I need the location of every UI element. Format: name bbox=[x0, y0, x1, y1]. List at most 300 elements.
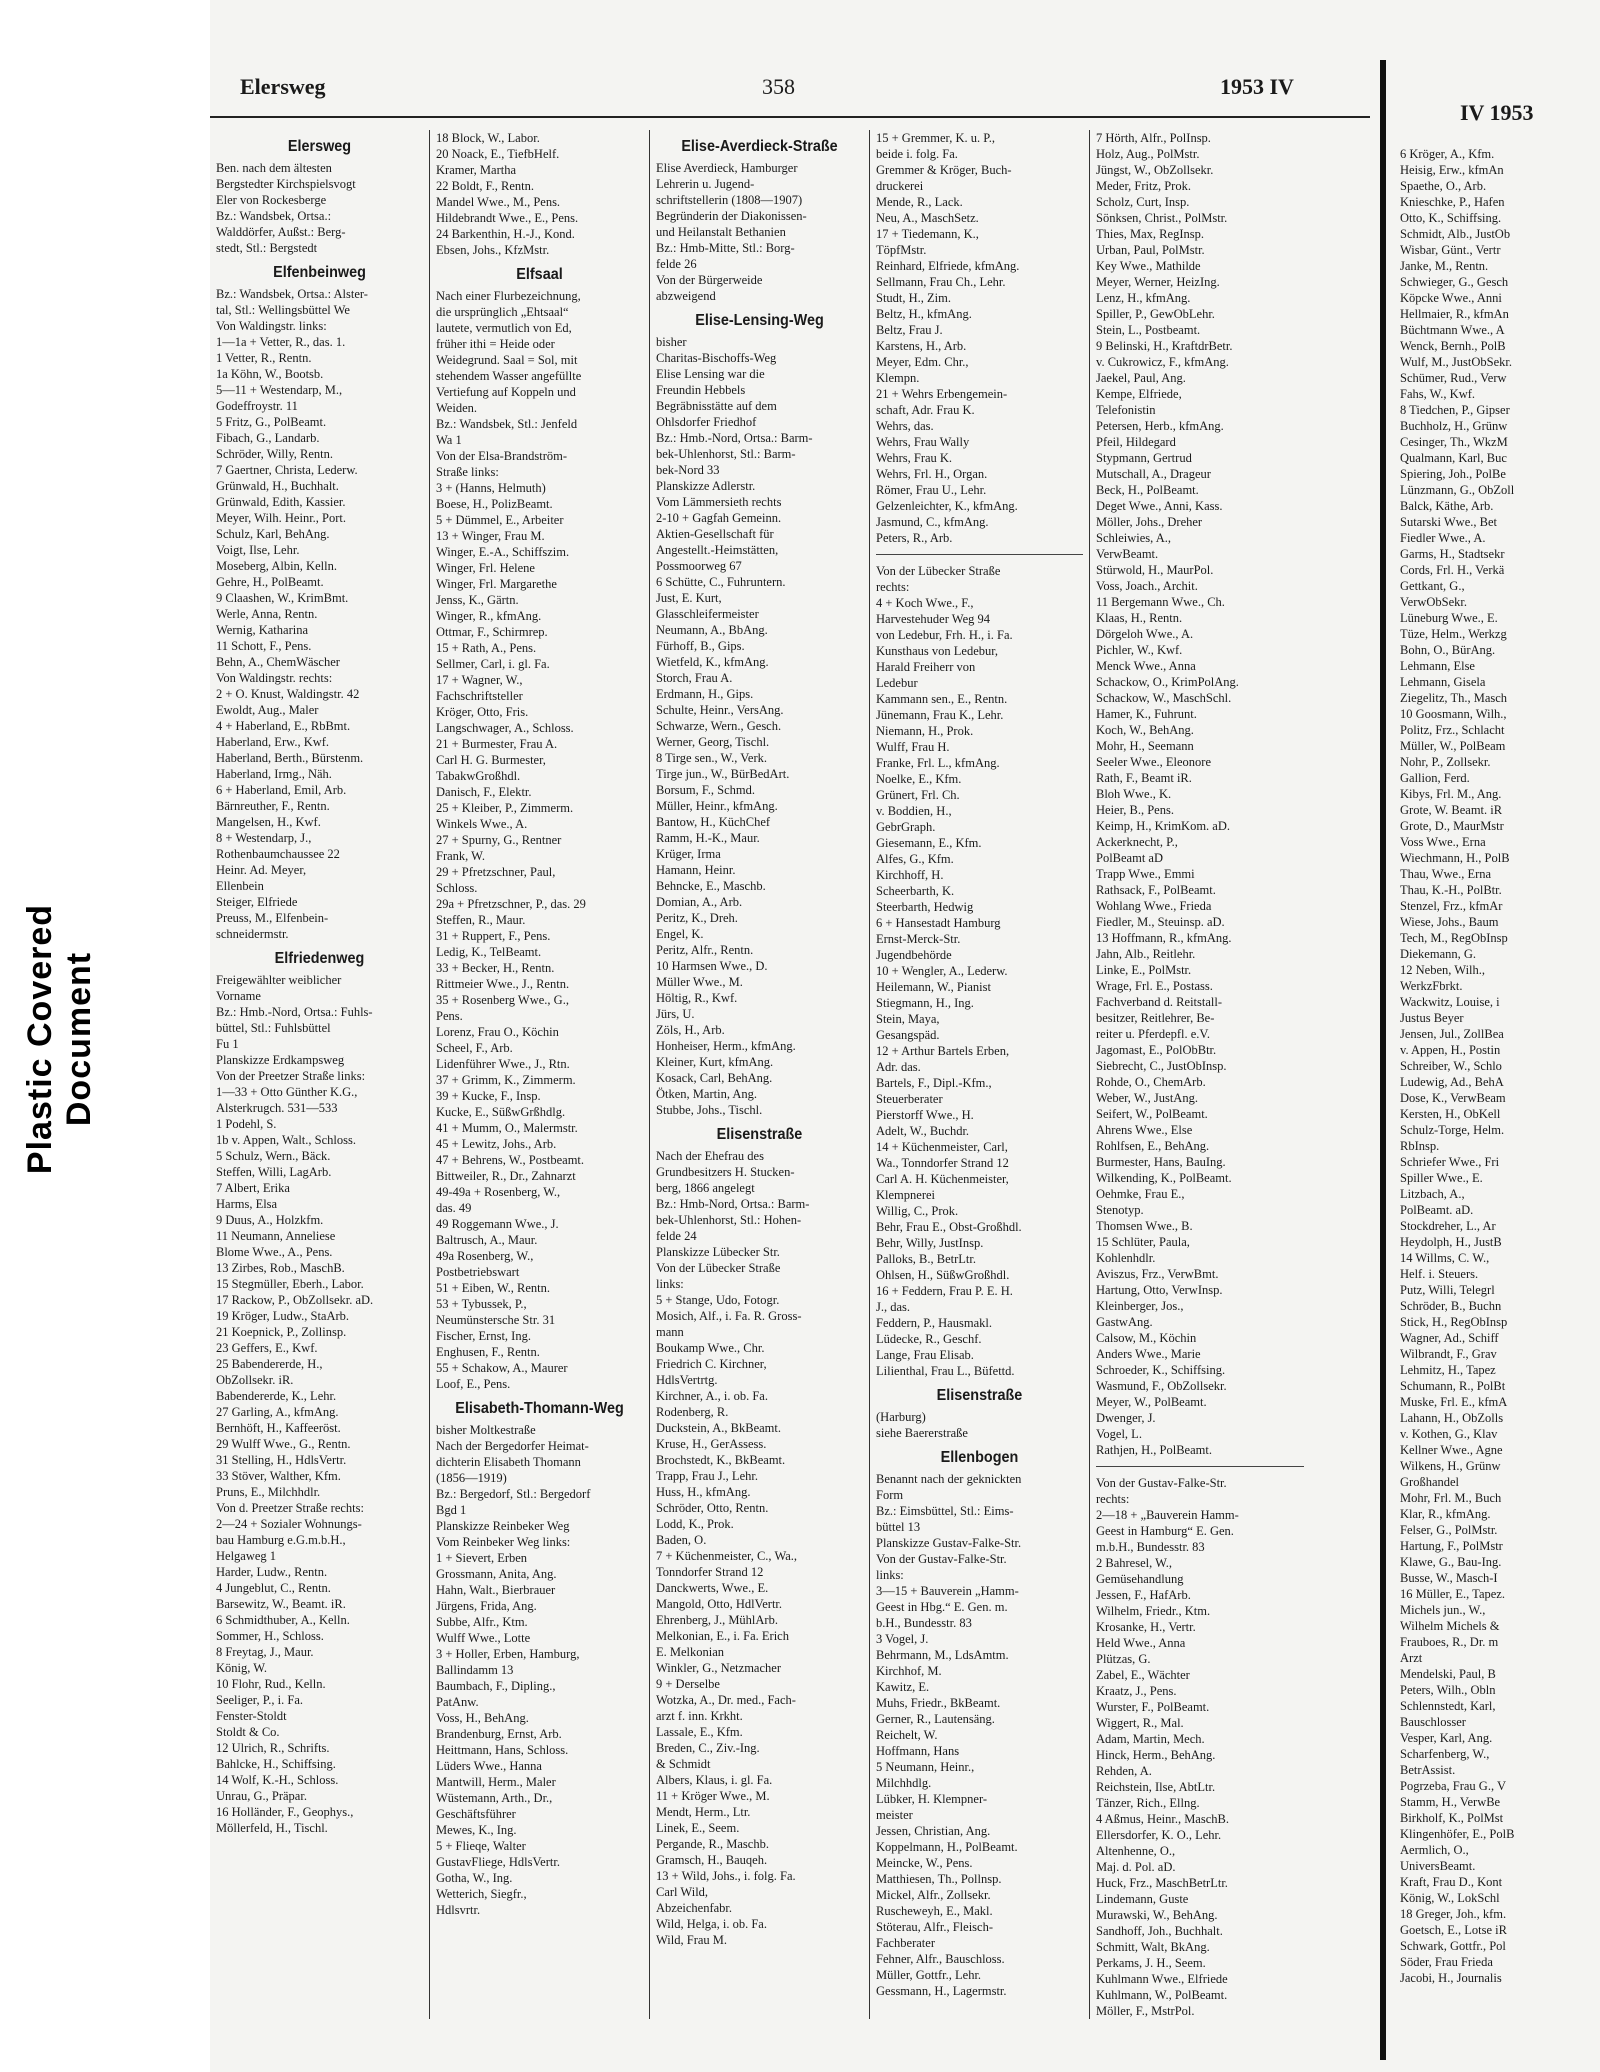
directory-entry: Heittmann, Hans, Schloss. bbox=[436, 1743, 569, 1757]
directory-entry: Jagomast, E., PolObBtr. bbox=[1096, 1043, 1217, 1057]
directory-entry: 9 Duus, A., Holzkfm. bbox=[216, 1213, 324, 1227]
directory-entry: 21 Koepnick, P., Zollinsp. bbox=[216, 1325, 347, 1339]
directory-entry: Ellenbein bbox=[216, 879, 264, 893]
directory-entry: Bohn, O., BürAng. bbox=[1400, 643, 1496, 657]
directory-entry: Linke, E., PolMstr. bbox=[1096, 963, 1192, 977]
directory-entry: Voigt, Ilse, Lehr. bbox=[216, 543, 300, 557]
directory-entry: Straße links: bbox=[436, 465, 499, 479]
directory-entry: Goetsch, E., Lotse iR bbox=[1400, 1923, 1507, 1937]
directory-entry: Reichstein, Ilse, AbtLtr. bbox=[1096, 1780, 1216, 1794]
directory-entry: UniversBeamt. bbox=[1400, 1859, 1476, 1873]
directory-entry: 17 Rackow, P., ObZollsekr. aD. bbox=[216, 1293, 374, 1307]
directory-entry: 5 Schulz, Wern., Bäck. bbox=[216, 1149, 331, 1163]
directory-entry: Vom Reinbeker Weg links: bbox=[436, 1535, 571, 1549]
directory-entry: Sellmer, Carl, i. gl. Fa. bbox=[436, 657, 550, 671]
directory-entry: 3 Vogel, J. bbox=[876, 1632, 929, 1646]
directory-entry: Godeffroystr. 11 bbox=[216, 399, 298, 413]
directory-entry: Diekemann, G. bbox=[1400, 947, 1477, 961]
next-page-fragment bbox=[1400, 80, 1600, 2060]
directory-entry: besitzer, Reitlehrer, Be- bbox=[1096, 1011, 1215, 1025]
directory-entry: 1 + Sievert, Erben bbox=[436, 1551, 528, 1565]
directory-entry: Borsum, F., Schmd. bbox=[656, 783, 756, 797]
directory-entry: Just, E. Kurt, bbox=[656, 591, 722, 605]
directory-entry: Lange, Frau Elisab. bbox=[876, 1348, 974, 1362]
directory-entry: Albers, Klaus, i. gl. Fa. bbox=[656, 1773, 773, 1787]
directory-entry: lautete, vermutlich von Ed, bbox=[436, 321, 572, 335]
directory-entry: Ohlsen, H., SüßwGroßhdl. bbox=[876, 1268, 1010, 1282]
directory-entry: 5 + Flieqe, Walter bbox=[436, 1839, 526, 1853]
directory-entry: Wurster, F., PolBeamt. bbox=[1096, 1700, 1210, 1714]
directory-entry: Behr, Willy, JustInsp. bbox=[876, 1236, 984, 1250]
directory-entry: Elise Lensing war die bbox=[656, 367, 765, 381]
directory-entry: Unrau, G., Präpar. bbox=[216, 1789, 307, 1803]
directory-entry: 11 Bergemann Wwe., Ch. bbox=[1096, 595, 1225, 609]
directory-entry: tal, Stl.: Wellingsbüttel We bbox=[216, 303, 350, 317]
directory-entry: Wulff Wwe., Lotte bbox=[436, 1631, 531, 1645]
directory-entry: 5 Neumann, Heinr., bbox=[876, 1760, 975, 1774]
directory-entry: Ben. nach dem ältesten bbox=[216, 161, 332, 175]
directory-entry: Sönksen, Christ., PolMstr. bbox=[1096, 211, 1228, 225]
directory-entry: Schröder, Otto, Rentn. bbox=[656, 1501, 769, 1515]
directory-entry: Harms, Elsa bbox=[216, 1197, 278, 1211]
directory-entry: Begründerin der Diakonissen- bbox=[656, 209, 807, 223]
directory-entry: Menck Wwe., Anna bbox=[1096, 659, 1196, 673]
directory-entry: Barsewitz, W., Beamt. iR. bbox=[216, 1597, 346, 1611]
directory-entry: Lehmann, Else bbox=[1400, 659, 1475, 673]
directory-entry: Geschäftsführer bbox=[436, 1807, 516, 1821]
directory-entry: Telefonistin bbox=[1096, 403, 1156, 417]
directory-entry: 2 + O. Knust, Waldingstr. 42 bbox=[216, 687, 360, 701]
directory-entry: Behncke, E., Maschb. bbox=[656, 879, 766, 893]
directory-entry: 9 Belinski, H., KraftdrBetr. bbox=[1096, 339, 1233, 353]
directory-entry: Klempn. bbox=[876, 371, 920, 385]
directory-entry: Beck, H., PolBeamt. bbox=[1096, 483, 1199, 497]
directory-entry: Möller, Johs., Dreher bbox=[1096, 515, 1203, 529]
directory-entry: Rathjen, H., PolBeamt. bbox=[1096, 1443, 1212, 1457]
directory-entry: Glasschleifermeister bbox=[656, 607, 759, 621]
directory-entry: 1 Vetter, R., Rentn. bbox=[216, 351, 312, 365]
directory-entry: Hdlsvrtr. bbox=[436, 1903, 481, 1917]
directory-entry: Hahn, Walt., Bierbrauer bbox=[436, 1583, 556, 1597]
directory-entry: 5—11 + Westendarp, M., bbox=[216, 383, 343, 397]
directory-entry: Wild, Frau M. bbox=[656, 1933, 728, 1947]
directory-entry: Bz.: Bergedorf, Stl.: Bergedorf bbox=[436, 1487, 591, 1501]
directory-entry: 2—18 + „Bauverein Hamm- bbox=[1096, 1508, 1239, 1522]
directory-entry: Lüneburg Wwe., E. bbox=[1400, 611, 1498, 625]
directory-entry: Koppelmann, H., PolBeamt. bbox=[876, 1840, 1018, 1854]
directory-entry: 29 Wulff Wwe., G., Rentn. bbox=[216, 1437, 351, 1451]
directory-entry: Stein, L., Postbeamt. bbox=[1096, 323, 1201, 337]
directory-entry: Dwenger, J. bbox=[1096, 1411, 1156, 1425]
directory-entry: Schröder, Willy, Rentn. bbox=[216, 447, 334, 461]
directory-entry: Litzbach, A., bbox=[1400, 1187, 1465, 1201]
directory-entry: Bauschlosser bbox=[1400, 1715, 1466, 1729]
directory-entry: Janke, M., Rentn. bbox=[1400, 259, 1489, 273]
directory-entry: 45 + Lewitz, Johs., Arb. bbox=[436, 1137, 557, 1151]
directory-entry: Ewoldt, Aug., Maler bbox=[216, 703, 319, 717]
directory-entry: Fachberater bbox=[876, 1936, 935, 1950]
directory-entry: Hoffmann, Hans bbox=[876, 1744, 960, 1758]
plastic-covered-label: Plastic Covered Document bbox=[21, 903, 98, 1175]
directory-entry: Kirchhof, M. bbox=[876, 1664, 942, 1678]
directory-entry: die ursprünglich „Ehtsaal“ bbox=[436, 305, 569, 319]
directory-entry: Lenz, H., kfmAng. bbox=[1096, 291, 1191, 305]
directory-entry: Boese, H., PolizBeamt. bbox=[436, 497, 553, 511]
directory-entry: Holz, Aug., PolMstr. bbox=[1096, 147, 1200, 161]
directory-entry: Nach der Bergedorfer Heimat- bbox=[436, 1439, 589, 1453]
directory-entry: Stürwold, H., MaurPol. bbox=[1096, 563, 1214, 577]
directory-entry: Behr, Frau E., Obst-Großhdl. bbox=[876, 1220, 1022, 1234]
directory-entry: Stamm, H., VerwBe bbox=[1400, 1795, 1501, 1809]
directory-entry: Charitas-Bischoffs-Weg bbox=[656, 351, 777, 365]
directory-entry: Rehden, A. bbox=[1096, 1764, 1152, 1778]
header-street: Elersweg bbox=[240, 74, 326, 99]
directory-entry: Balck, Käthe, Arb. bbox=[1400, 499, 1494, 513]
directory-entry: Lahann, H., ObZolls bbox=[1400, 1411, 1504, 1425]
directory-entry: König, W. bbox=[216, 1661, 268, 1675]
directory-entry: Friedrich C. Kirchner, bbox=[656, 1357, 767, 1371]
directory-entry: Fehner, Alfr., Bauschloss. bbox=[876, 1952, 1005, 1966]
directory-entry: 41 + Mumm, O., Malermstr. bbox=[436, 1121, 578, 1135]
directory-entry: Siebrecht, C., JustObInsp. bbox=[1096, 1059, 1227, 1073]
directory-entry: Neu, A., MaschSetz. bbox=[876, 211, 979, 225]
directory-entry: 5 + Stange, Udo, Fotogr. bbox=[656, 1293, 780, 1307]
directory-entry: Planskizze Gustav-Falke-Str. bbox=[876, 1536, 1022, 1550]
directory-entry: Ötken, Martin, Ang. bbox=[656, 1087, 758, 1101]
street-heading: Elise-Averdieck-Straße bbox=[681, 138, 838, 155]
directory-entry: Ernst-Merck-Str. bbox=[876, 932, 961, 946]
directory-entry: Jessen, F., HafArb. bbox=[1096, 1588, 1191, 1602]
directory-entry: schaft, Adr. Frau K. bbox=[876, 403, 975, 417]
directory-entry: Lübker, H. Klempner- bbox=[876, 1792, 988, 1806]
directory-entry: Carl A. H. Küchenmeister, bbox=[876, 1172, 1009, 1186]
directory-entry: 14 + Küchenmeister, Carl, bbox=[876, 1140, 1008, 1154]
directory-entry: Dose, K., VerwBeam bbox=[1400, 1091, 1506, 1105]
directory-entry: Sutarski Wwe., Bet bbox=[1400, 515, 1497, 529]
directory-entry: Kraft, Frau D., Kont bbox=[1400, 1875, 1503, 1889]
directory-entry: Fahs, W., Kwf. bbox=[1400, 387, 1476, 401]
directory-entry: 20 Noack, E., TiefbHelf. bbox=[436, 147, 560, 161]
next-page-header: IV 1953 bbox=[1460, 100, 1534, 125]
directory-entry: 27 Garling, A., kfmAng. bbox=[216, 1405, 339, 1419]
directory-entry: Alsterkrugch. 531—533 bbox=[216, 1101, 338, 1115]
directory-entry: 47 + Behrens, W., Postbeamt. bbox=[436, 1153, 585, 1167]
directory-entry: Honheiser, Herm., kfmAng. bbox=[656, 1039, 796, 1053]
directory-entry: Jasmund, C., kfmAng. bbox=[876, 515, 989, 529]
directory-entry: Danckwerts, Wwe., E. bbox=[656, 1581, 769, 1595]
directory-entry: 13 + Winger, Frau M. bbox=[436, 529, 545, 543]
directory-entry: TöpfMstr. bbox=[876, 243, 927, 257]
directory-entry: Fu 1 bbox=[216, 1037, 239, 1051]
directory-entry: links: bbox=[656, 1277, 684, 1291]
directory-entry: Planskizze Lübecker Str. bbox=[656, 1245, 780, 1259]
directory-entry: Stick, H., RegObInsp bbox=[1400, 1315, 1508, 1329]
directory-entry: Peritz, K., Dreh. bbox=[656, 911, 738, 925]
directory-entry: Huss, H., kfmAng. bbox=[656, 1485, 751, 1499]
directory-entry: Grünert, Frl. Ch. bbox=[876, 788, 960, 802]
directory-entry: bek-Uhlenhorst, Stl.: Hohen- bbox=[656, 1213, 802, 1227]
directory-entry: Stockdreher, L., Ar bbox=[1400, 1219, 1496, 1233]
directory-entry: 23 Geffers, E., Kwf. bbox=[216, 1341, 318, 1355]
directory-entry: 10 + Wengler, A., Lederw. bbox=[876, 964, 1008, 978]
directory-entry: Peters, R., Arb. bbox=[876, 531, 953, 545]
directory-entry: Möller, F., MstrPol. bbox=[1096, 2004, 1195, 2018]
directory-entry: Form bbox=[876, 1488, 904, 1502]
directory-entry: Harder, Ludw., Rentn. bbox=[216, 1565, 328, 1579]
directory-entry: Beltz, Frau J. bbox=[876, 323, 943, 337]
directory-entry: Lehmitz, H., Tapez bbox=[1400, 1363, 1496, 1377]
directory-entry: Nach einer Flurbezeichnung, bbox=[436, 289, 581, 303]
directory-entry: Grossmann, Anita, Ang. bbox=[436, 1567, 557, 1581]
directory-entry: Stiegmann, H., Ing. bbox=[876, 996, 974, 1010]
directory-entry: Bz.: Hmb.-Nord, Ortsa.: Barm- bbox=[656, 431, 813, 445]
directory-entry: 4 + Haberland, E., RbBmt. bbox=[216, 719, 351, 733]
directory-entry: Vorname bbox=[216, 989, 261, 1003]
directory-entry: 6 Schütte, C., Fuhruntern. bbox=[656, 575, 786, 589]
directory-entry: büttel, Stl.: Fuhlsbüttel bbox=[216, 1021, 331, 1035]
directory-entry: RbInsp. bbox=[1400, 1139, 1440, 1153]
street-heading: Elersweg bbox=[287, 138, 352, 155]
directory-entry: Kucke, E., SüßwGrßhdlg. bbox=[436, 1105, 566, 1119]
directory-entry: Fibach, G., Landarb. bbox=[216, 431, 320, 445]
directory-entry: Fiedler Wwe., A. bbox=[1400, 531, 1486, 545]
directory-entry: Müller, W., PolBeam bbox=[1400, 739, 1506, 753]
directory-entry: 4 + Koch Wwe., F., bbox=[876, 596, 974, 610]
directory-entry: Ellersdorfer, K. O., Lehr. bbox=[1096, 1828, 1222, 1842]
directory-entry: Vesper, Karl, Ang. bbox=[1400, 1731, 1493, 1745]
directory-entry: Burmester, Hans, BauIng. bbox=[1096, 1155, 1226, 1169]
directory-entry: 18 Greger, Joh., kfm. bbox=[1400, 1907, 1507, 1921]
directory-entry: Stoldt & Co. bbox=[216, 1725, 280, 1739]
directory-entry: Geest in Hamburg“ E. Gen. bbox=[1096, 1524, 1234, 1538]
directory-entry: Mantwill, Herm., Maler bbox=[436, 1775, 556, 1789]
directory-entry: Freundin Hebbels bbox=[656, 383, 746, 397]
directory-entry: GustavFliege, HdlsVertr. bbox=[436, 1855, 560, 1869]
directory-entry: Vom Lämmersieth rechts bbox=[656, 495, 782, 509]
directory-entry: Kibys, Frl. M., Ang. bbox=[1400, 787, 1502, 801]
directory-entry: das. 49 bbox=[436, 1201, 472, 1215]
directory-entry: Peritz, Alfr., Rentn. bbox=[656, 943, 754, 957]
directory-entry: (Harburg) bbox=[876, 1410, 926, 1424]
directory-entry: Scharfenberg, W., bbox=[1400, 1747, 1490, 1761]
directory-entry: Stenzel, Frz., kfmAr bbox=[1400, 899, 1503, 913]
directory-entry: BetrAssist. bbox=[1400, 1763, 1456, 1777]
directory-entry: 9 Claashen, W., KrimBmt. bbox=[216, 591, 349, 605]
directory-entry: Fenster-Stoldt bbox=[216, 1709, 287, 1723]
directory-entry: bisher bbox=[656, 335, 687, 349]
directory-entry: 49 Roggemann Wwe., J. bbox=[436, 1217, 559, 1231]
directory-entry: 1a Köhn, W., Bootsb. bbox=[216, 367, 324, 381]
directory-entry: Kohlenhdlr. bbox=[1096, 1251, 1156, 1265]
directory-entry: Gehre, H., PolBeamt. bbox=[216, 575, 324, 589]
directory-entry: Wisbar, Günt., Vertr bbox=[1400, 243, 1501, 257]
directory-entry: 6 Schmidthuber, A., Kelln. bbox=[216, 1613, 350, 1627]
directory-entry: Winger, R., kfmAng. bbox=[436, 609, 542, 623]
directory-entry: Palloks, B., BetrLtr. bbox=[876, 1252, 976, 1266]
directory-entry: Jacobi, H., Journalis bbox=[1400, 1971, 1502, 1985]
directory-entry: Schleiwies, A., bbox=[1096, 531, 1171, 545]
directory-entry: 39 + Kucke, F., Insp. bbox=[436, 1089, 541, 1103]
directory-entry: Bergstedter Kirchspielsvogt bbox=[216, 177, 356, 191]
directory-entry: Moseberg, Albin, Kelln. bbox=[216, 559, 337, 573]
directory-entry: Harald Freiherr von bbox=[876, 660, 976, 674]
directory-entry: Großhandel bbox=[1400, 1475, 1460, 1489]
directory-entry: Gesangspäd. bbox=[876, 1028, 940, 1042]
directory-entry: Bz.: Hmb-Mitte, Stl.: Borg- bbox=[656, 241, 795, 255]
directory-entry: 16 + Feddern, Frau P. E. H. bbox=[876, 1284, 1013, 1298]
directory-entry: Mickel, Alfr., Zollsekr. bbox=[876, 1888, 991, 1902]
directory-entry: Meyer, Edm. Chr., bbox=[876, 355, 969, 369]
directory-entry: Schwieger, G., Gesch bbox=[1400, 275, 1509, 289]
directory-entry: Kosack, Carl, BehAng. bbox=[656, 1071, 773, 1085]
directory-entry: Schloss. bbox=[436, 881, 478, 895]
directory-entry: Wehrs, Frau Wally bbox=[876, 435, 970, 449]
directory-entry: 29a + Pfretzschner, P., das. 29 bbox=[436, 897, 586, 911]
directory-entry: Gallion, Ferd. bbox=[1400, 771, 1470, 785]
directory-entry: Aermlich, O., bbox=[1400, 1843, 1469, 1857]
directory-entry: Kuhlmann, W., PolBeamt. bbox=[1096, 1988, 1228, 2002]
directory-column bbox=[210, 130, 430, 2019]
directory-entry: Frank, W. bbox=[436, 849, 485, 863]
directory-entry: Adelt, W., Buchdr. bbox=[876, 1124, 970, 1138]
directory-entry: stedt, Stl.: Bergstedt bbox=[216, 241, 318, 255]
directory-entry: Geest in Hbg.“ E. Gen. m. bbox=[876, 1600, 1008, 1614]
directory-entry: Kraatz, J., Pens. bbox=[1096, 1684, 1177, 1698]
directory-entry: b.H., Bundesstr. 83 bbox=[876, 1616, 972, 1630]
directory-entry: büttel 13 bbox=[876, 1520, 921, 1534]
directory-entry: Kawitz, E. bbox=[876, 1680, 930, 1694]
directory-entry: Bittweiler, R., Dr., Zahnarzt bbox=[436, 1169, 576, 1183]
directory-entry: Mendelski, Paul, B bbox=[1400, 1667, 1496, 1681]
directory-entry: Brandenburg, Ernst, Arb. bbox=[436, 1727, 562, 1741]
directory-entry: 24 Barkenthin, H.-J., Kond. bbox=[436, 227, 575, 241]
directory-entry: Weiden. bbox=[436, 401, 477, 415]
directory-entry: Wetterich, Siegfr., bbox=[436, 1887, 527, 1901]
directory-entry: Felser, G., PolMstr. bbox=[1400, 1523, 1498, 1537]
directory-entry: Ebsen, Johs., KfzMstr. bbox=[436, 243, 550, 257]
directory-entry: & Schmidt bbox=[656, 1757, 711, 1771]
directory-entry: Seeler Wwe., Eleonore bbox=[1096, 755, 1211, 769]
directory-entry: 2—24 + Sozialer Wohnungs- bbox=[216, 1517, 362, 1531]
directory-entry: Anders Wwe., Marie bbox=[1096, 1347, 1201, 1361]
directory-entry: berg, 1866 angelegt bbox=[656, 1181, 755, 1195]
directory-entry: Perkams, J. H., Seem. bbox=[1096, 1956, 1206, 1970]
directory-entry: Schlennstedt, Karl, bbox=[1400, 1699, 1496, 1713]
directory-entry: Jenss, K., Gärtn. bbox=[436, 593, 519, 607]
directory-entry: Ledig, K., TelBeamt. bbox=[436, 945, 542, 959]
directory-entry: Hamer, K., Fuhrunt. bbox=[1096, 707, 1197, 721]
directory-entry: Schmitt, Walt, BkAng. bbox=[1096, 1940, 1210, 1954]
directory-entry: Fürhoff, B., Gips. bbox=[656, 639, 745, 653]
directory-entry: bau Hamburg e.G.m.b.H., bbox=[216, 1533, 346, 1547]
directory-entry: abzweigend bbox=[656, 289, 716, 303]
directory-entry: Qualmann, Karl, Buc bbox=[1400, 451, 1507, 465]
directory-entry: Adam, Martin, Mech. bbox=[1096, 1732, 1205, 1746]
directory-entry: Key Wwe., Mathilde bbox=[1096, 259, 1201, 273]
directory-entry: Nohr, P., Zollsekr. bbox=[1400, 755, 1491, 769]
directory-entry: Franke, Frl. L., kfmAng. bbox=[876, 756, 1000, 770]
directory-entry: Wa 1 bbox=[436, 433, 462, 447]
directory-entry: 13 + Wild, Johs., i. folg. Fa. bbox=[656, 1869, 796, 1883]
directory-entry: E. Melkonian bbox=[656, 1645, 725, 1659]
directory-entry: Von der Gustav-Falke-Str. bbox=[1096, 1476, 1227, 1490]
directory-entry: Werner, Georg, Tischl. bbox=[656, 735, 770, 749]
directory-entry: Otto, K., Schiffsing. bbox=[1400, 211, 1502, 225]
directory-entry: GastwAng. bbox=[1096, 1315, 1153, 1329]
directory-entry: 15 Schlüter, Paula, bbox=[1096, 1235, 1190, 1249]
directory-entry: 17 + Tiedemann, K., bbox=[876, 227, 979, 241]
directory-entry: Cords, Frl. H., Verkä bbox=[1400, 563, 1505, 577]
directory-entry: Wilhelm, Friedr., Ktm. bbox=[1096, 1604, 1211, 1618]
directory-entry: Muske, Frl. E., kfmA bbox=[1400, 1395, 1508, 1409]
directory-entry: Arzt bbox=[1400, 1651, 1423, 1665]
directory-entry: Voss Wwe., Erna bbox=[1400, 835, 1486, 849]
directory-entry: 3—15 + Bauverein „Hamm- bbox=[876, 1584, 1019, 1598]
directory-entry: Wiechmann, H., PolB bbox=[1400, 851, 1510, 865]
directory-entry: Jensen, Jul., ZollBea bbox=[1400, 1027, 1504, 1041]
directory-entry: Kuhlmann Wwe., Elfriede bbox=[1096, 1972, 1228, 1986]
directory-entry: Sommer, H., Schloss. bbox=[216, 1629, 324, 1643]
directory-entry: Mohr, H., Seemann bbox=[1096, 739, 1194, 753]
directory-entry: Pergande, R., Maschb. bbox=[656, 1837, 769, 1851]
directory-entry: 2 Bahresel, W., bbox=[1096, 1556, 1173, 1570]
directory-entry: Boukamp Wwe., Chr. bbox=[656, 1341, 765, 1355]
directory-entry: Fiedler, M., Steuinsp. aD. bbox=[1096, 915, 1225, 929]
directory-entry: Carl Wild, bbox=[656, 1885, 709, 1899]
directory-entry: Steiger, Elfriede bbox=[216, 895, 298, 909]
directory-entry: 27 + Spurny, G., Rentner bbox=[436, 833, 562, 847]
directory-entry: Altenhenne, O., bbox=[1096, 1844, 1176, 1858]
directory-entry: Wilkens, H., Grünw bbox=[1400, 1459, 1501, 1473]
directory-entry: felde 26 bbox=[656, 257, 697, 271]
directory-entry: Ziegelitz, Th., Masch bbox=[1400, 691, 1508, 705]
directory-column bbox=[1090, 130, 1310, 2019]
directory-entry: Weidegrund. Saal = Sol, mit bbox=[436, 353, 578, 367]
directory-entry: Kunsthaus von Ledebur, bbox=[876, 644, 999, 658]
directory-entry: Jahn, Alb., Reitlehr. bbox=[1096, 947, 1196, 961]
directory-entry: Heisig, Erw., kfmAn bbox=[1400, 163, 1504, 177]
directory-entry: Jürgens, Frida, Ang. bbox=[436, 1599, 537, 1613]
directory-entry: Bz.: Hmb-Nord, Ortsa.: Barm- bbox=[656, 1197, 810, 1211]
directory-entry: Schroeder, K., Schiffsing. bbox=[1096, 1363, 1226, 1377]
directory-entry: Wilbrandt, F., Grav bbox=[1400, 1347, 1497, 1361]
directory-entry: Wüstemann, Arth., Dr., bbox=[436, 1791, 553, 1805]
directory-entry: Thomsen Wwe., B. bbox=[1096, 1219, 1193, 1233]
directory-entry: Bz.: Wandsbek, Ortsa.: bbox=[216, 209, 332, 223]
directory-entry: Rothenbaumchaussee 22 bbox=[216, 847, 340, 861]
directory-entry: Birkholf, K., PolMst bbox=[1400, 1811, 1504, 1825]
directory-entry: Neumünstersche Str. 31 bbox=[436, 1313, 556, 1327]
directory-entry: Gramsch, H., Bauqeh. bbox=[656, 1853, 768, 1867]
directory-columns bbox=[210, 130, 1370, 2019]
directory-entry: (1856—1919) bbox=[436, 1471, 507, 1485]
directory-entry: Nach der Ehefrau des bbox=[656, 1149, 764, 1163]
directory-entry: Wietfeld, K., kfmAng. bbox=[656, 655, 769, 669]
directory-entry: siehe Baererstraße bbox=[876, 1426, 968, 1440]
directory-entry: Bahlcke, H., Schiffsing. bbox=[216, 1757, 336, 1771]
directory-entry: 10 Harmsen Wwe., D. bbox=[656, 959, 768, 973]
directory-entry: Deget Wwe., Anni, Kass. bbox=[1096, 499, 1223, 513]
directory-entry: Hinck, Herm., BehAng. bbox=[1096, 1748, 1216, 1762]
directory-entry: 13 Hoffmann, R., kfmAng. bbox=[1096, 931, 1232, 945]
directory-entry: Ackerknecht, P., bbox=[1096, 835, 1178, 849]
directory-entry: 55 + Schakow, A., Maurer bbox=[436, 1361, 568, 1375]
directory-entry: Meyer, Werner, HeizIng. bbox=[1096, 275, 1220, 289]
directory-entry: Wehrs, Frau K. bbox=[876, 451, 953, 465]
directory-entry: Stöterau, Alfr., Fleisch- bbox=[876, 1920, 993, 1934]
directory-entry: Babendererde, K., Lehr. bbox=[216, 1389, 337, 1403]
directory-entry: 8 + Westendarp, J., bbox=[216, 831, 312, 845]
